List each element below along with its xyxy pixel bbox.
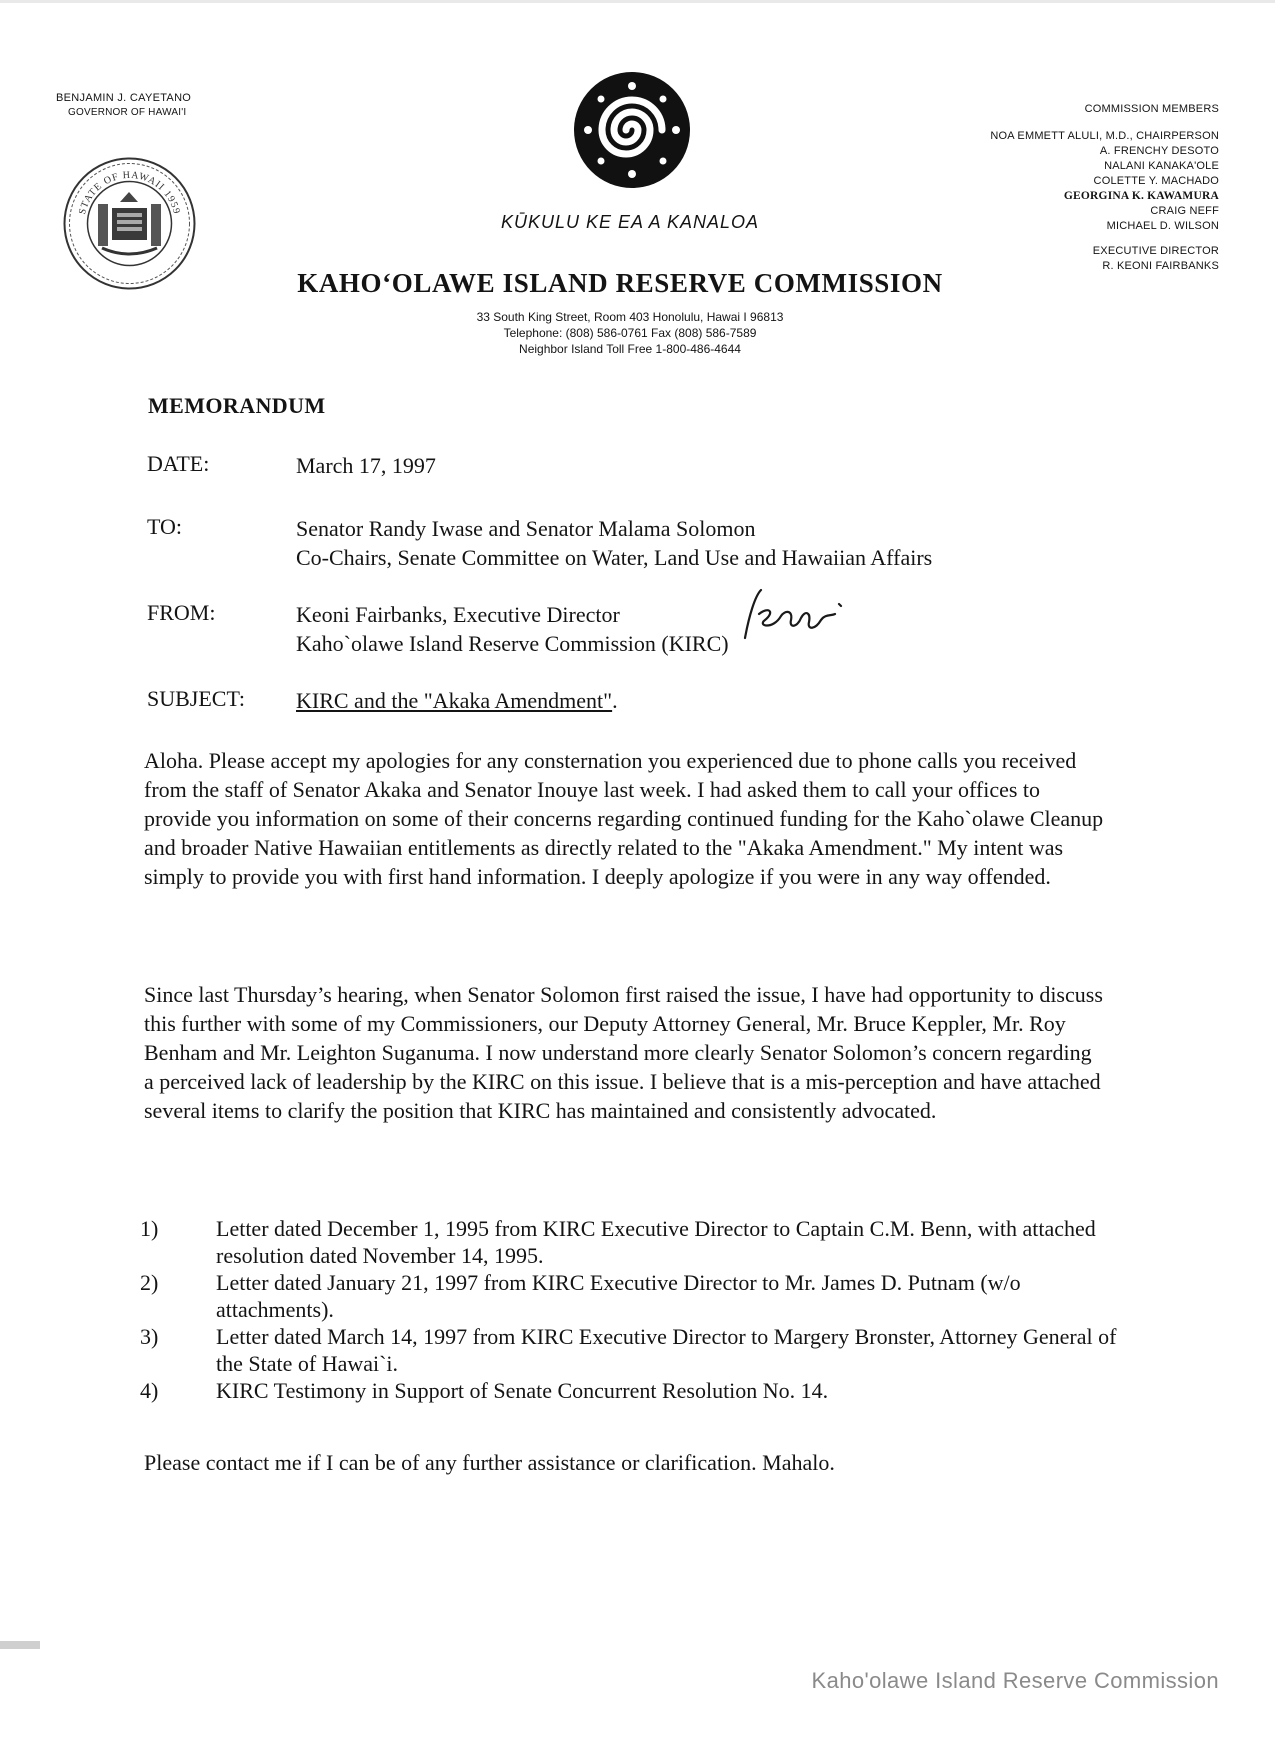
from-line: Keoni Fairbanks, Executive Director [296, 602, 620, 627]
memo-title: MEMORANDUM [148, 393, 326, 418]
svg-text:STATE OF HAWAII 1959: STATE OF HAWAII 1959 [76, 169, 183, 216]
organization-name: KAHO‘OLAWE ISLAND RESERVE COMMISSION [297, 268, 943, 298]
memo-date: March 17, 1997 [296, 453, 436, 478]
list-item-text: Letter dated January 21, 1997 from KIRC Executive Director to Mr. James D. Putnam (w/o attachments). [216, 1270, 1021, 1322]
member-item: NOA EMMETT ALULI, M.D., CHAIRPERSON [990, 130, 1219, 142]
member-item: NALANI KANAKA'OLE [1104, 160, 1219, 172]
tollfree-line: Neighbor Island Toll Free 1-800-486-4644 [519, 342, 741, 356]
signature [735, 586, 853, 648]
watermark: Kaho'olawe Island Reserve Commission [811, 1668, 1219, 1693]
member-item: MICHAEL D. WILSON [1106, 220, 1219, 232]
to-line: Co-Chairs, Senate Committee on Water, Land Use and Hawaiian Affairs [296, 545, 933, 570]
subject-text: KIRC and the "Akaka Amendment" [296, 688, 613, 713]
commission-members [990, 102, 1219, 274]
member-item: COLETTE Y. MACHADO [1093, 175, 1219, 187]
state-seal-icon [62, 156, 197, 291]
spiral-emblem-icon [572, 70, 692, 190]
list-item [140, 1323, 1120, 1377]
list-item-text: Letter dated December 1, 1995 from KIRC Executive Director to Captain C.M. Benn, with attached resolution dated November 14, 1995. [216, 1216, 1096, 1268]
subject-period: . [612, 688, 618, 713]
phone-line: Telephone: (808) 586-0761 Fax (808) 586-7589 [503, 326, 757, 340]
list-item-number: 4) [140, 1378, 159, 1403]
member-item: CRAIG NEFF [1150, 205, 1219, 217]
address-line: 33 South King Street, Room 403 Honolulu, Hawai I 96813 [476, 310, 784, 324]
memo-subject [296, 686, 618, 715]
list-item-number: 2) [140, 1270, 159, 1295]
to-line: Senator Randy Iwase and Senator Malama Solomon [296, 516, 756, 541]
governor-name: BENJAMIN J. CAYETANO [56, 92, 192, 104]
list-item [140, 1377, 1120, 1404]
attachment-list [140, 1215, 1120, 1404]
date-label: DATE: [147, 451, 210, 476]
list-item-number: 3) [140, 1324, 159, 1349]
executive-name: R. KEONI FAIRBANKS [1102, 260, 1219, 272]
organization-address [400, 309, 860, 357]
body-paragraph: Since last Thursday’s hearing, when Senator Solomon first raised the issue, I have had opportunity to discuss this further with some of my Commissioners, our Deputy Attorney General, Mr. Bruce Keppler, Mr. Roy Benham and Mr. Leighton Suganuma. I now understand more clearly Senator Solomon’s concern regarding a perceived lack of leadership by the KIRC on this issue. I believe that is a mis-perception and have attached several items to clarify the position that KIRC has maintained and consistently advocated. [144, 982, 1103, 1123]
memo-from [296, 600, 729, 658]
list-item [140, 1215, 1120, 1269]
from-line: Kaho`olawe Island Reserve Commission (KIRC) [296, 631, 729, 656]
executive-heading: EXECUTIVE DIRECTOR [1092, 245, 1219, 257]
governor-title: GOVERNOR OF HAWAI'I [68, 107, 187, 118]
closing-line: Please contact me if I can be of any further assistance or clarification. Mahalo. [144, 1450, 835, 1475]
list-item-number: 1) [140, 1216, 159, 1241]
scan-edge [0, 0, 1275, 3]
emblem-motto: KŪKULU KE EA A KANALOA [500, 212, 760, 232]
list-item-text: KIRC Testimony in Support of Senate Concurrent Resolution No. 14. [216, 1378, 829, 1403]
list-item [140, 1269, 1120, 1323]
member-item: A. FRENCHY DESOTO [1099, 145, 1219, 157]
commission-heading: COMMISSION MEMBERS [1084, 103, 1219, 115]
subject-label: SUBJECT: [147, 686, 245, 711]
body-paragraph: Aloha. Please accept my apologies for any consternation you experienced due to phone calls you received from the staff of Senator Akaka and Senator Inouye last week. I had asked them to call your offices to provide you information on some of their concerns regarding continued funding for the Kaho`olawe Cleanup and broader Native Hawaiian entitlements as directly related to the "Akaka Amendment." My intent was simply to provide you with first hand information. I deeply apologize if you were in any way offended. [144, 748, 1104, 889]
scan-mark [0, 1641, 40, 1649]
to-label: TO: [147, 514, 183, 539]
from-label: FROM: [147, 600, 216, 625]
memo-to [296, 514, 932, 572]
list-item-text: Letter dated March 14, 1997 from KIRC Executive Director to Margery Bronster, Attorney General of the State of Hawai`i. [216, 1324, 1117, 1376]
member-item: GEORGINA K. KAWAMURA [1063, 190, 1219, 202]
